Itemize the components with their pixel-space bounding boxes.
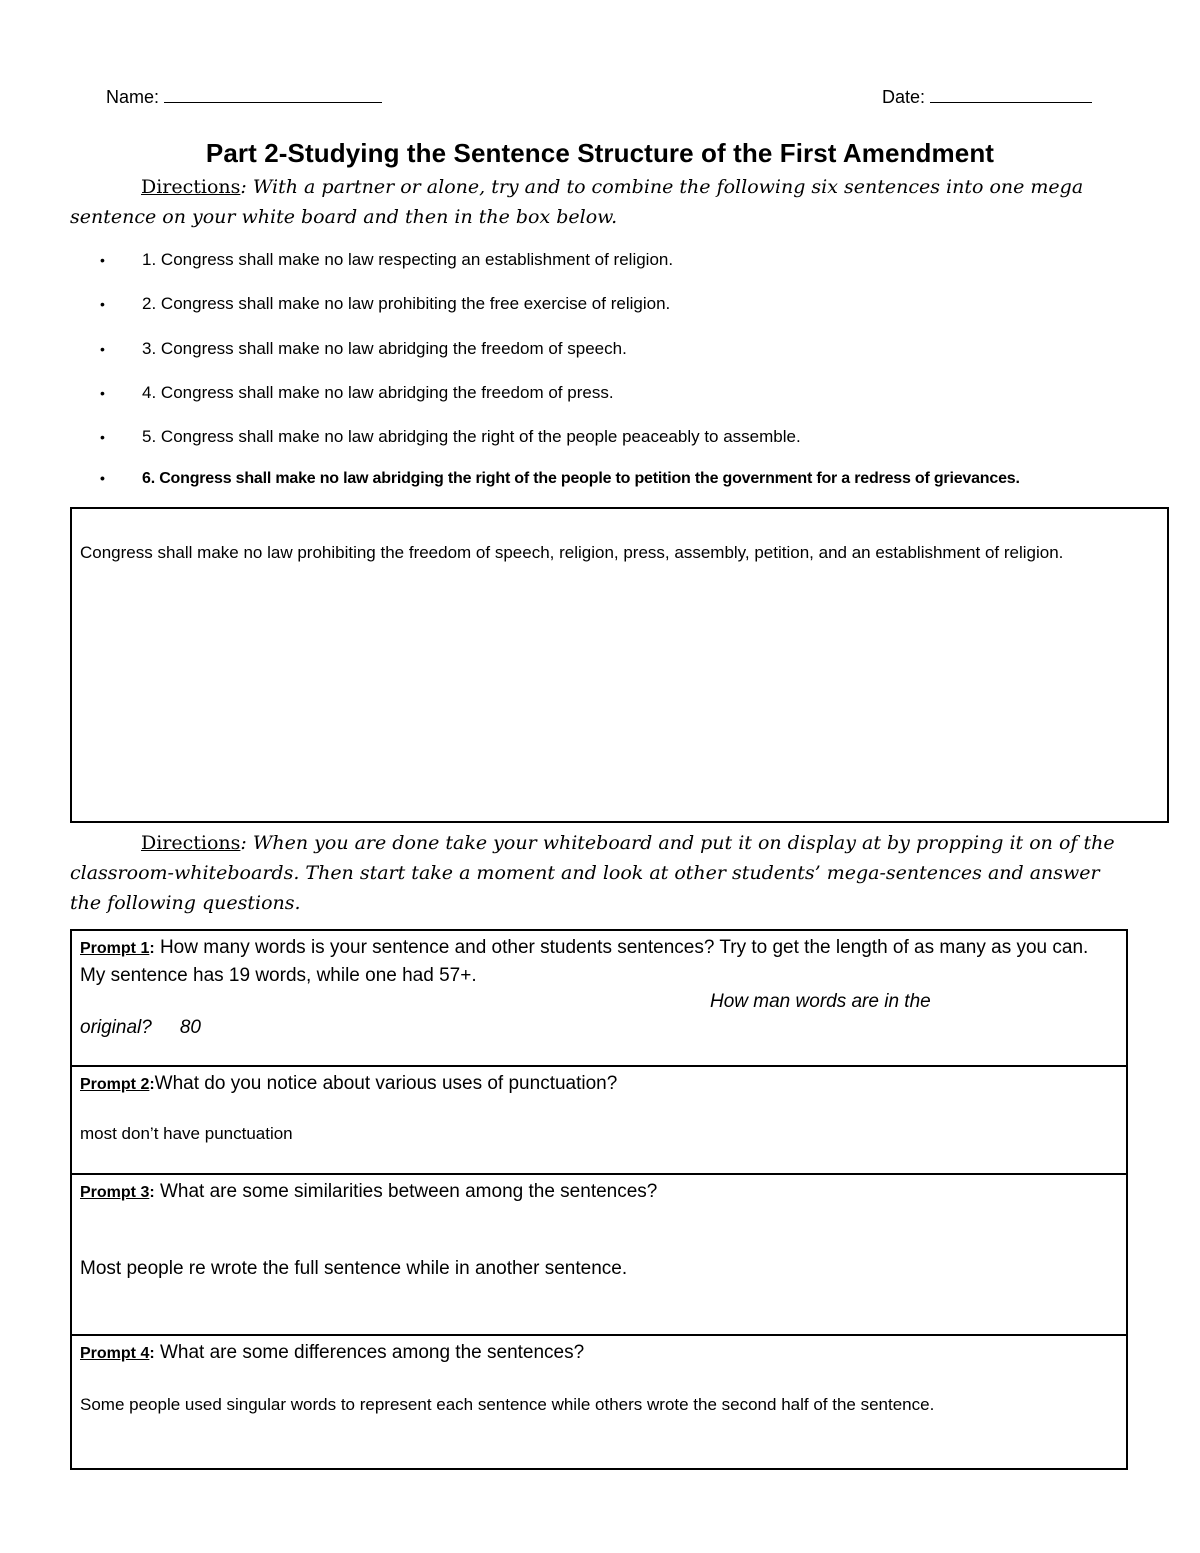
prompt-2-question: What do you notice about various uses of punctuation?	[154, 1073, 618, 1094]
prompt-2-cell[interactable]: Prompt 2:What do you notice about various uses of punctuation? most don’t have punctuation	[72, 1067, 1126, 1175]
page-title: Part 2-Studying the Sentence Structure of the First Amendment	[205, 138, 995, 168]
prompt-1-answer[interactable]: My sentence has 19 words, while one had 57+.	[80, 965, 477, 986]
date-field[interactable]	[882, 86, 1092, 108]
sentence-text: Congress shall make no law abridging the right of the people to petition the government for a redress of grievances.	[159, 470, 1020, 487]
prompt-3-cell[interactable]: Prompt 3: What are some similarities between among the sentences? Most people re wrote the full sentence while in another sentence.	[72, 1175, 1126, 1336]
directions-2-text: : When you are done take your whiteboard and put it on display at by propping it on of the classroom-whiteboards. Then start take a moment and look at other students’ mega-sentences and answer the following questions.	[70, 832, 1115, 914]
sentence-number: 2.	[142, 294, 157, 313]
prompt-table	[70, 929, 1128, 1470]
sentence-number: 3.	[142, 339, 157, 358]
bullet-icon: •	[100, 470, 105, 486]
sentence-number: 5.	[142, 427, 157, 446]
prompt-1-question: How many words is your sentence and other students sentences? Try to get the length of as many as you can.	[154, 937, 1089, 958]
prompt-1-extra-answer[interactable]: 80	[179, 1017, 201, 1038]
sentence-text: Congress shall make no law abridging the right of the people peaceably to assemble.	[160, 427, 801, 446]
name-field[interactable]	[106, 86, 382, 108]
list-item	[100, 294, 670, 314]
sentence-number: 1.	[142, 250, 157, 269]
prompt-2-answer[interactable]: most don’t have punctuation	[80, 1124, 293, 1143]
bullet-icon: •	[100, 252, 105, 268]
mega-sentence-answer[interactable]: Congress shall make no law prohibiting the freedom of speech, religion, press, assembly, petition, and an establishment of religion.	[80, 543, 1064, 562]
bullet-icon: •	[100, 296, 105, 312]
bullet-icon: •	[100, 429, 105, 445]
list-item	[100, 250, 673, 270]
prompt-3-answer[interactable]: Most people re wrote the full sentence while in another sentence.	[80, 1258, 628, 1279]
mega-sentence-box[interactable]	[70, 507, 1169, 823]
sentence-number: 6.	[142, 470, 155, 487]
sentence-text: Congress shall make no law abridging the freedom of press.	[160, 383, 614, 402]
prompt-1-cell[interactable]: Prompt 1: How many words is your sentence and other students sentences? Try to get the length of as many as you can. My sentence has 19 words, while one had 57+. How man words are in the original? 80	[72, 931, 1126, 1067]
bullet-icon: •	[100, 341, 105, 357]
list-item	[100, 470, 1020, 488]
directions-2	[70, 828, 1130, 918]
bullet-icon: •	[100, 385, 105, 401]
sentence-text: Congress shall make no law prohibiting the free exercise of religion.	[160, 294, 671, 313]
prompt-4-question: What are some differences among the sentences?	[154, 1342, 585, 1363]
sentence-text: Congress shall make no law respecting an establishment of religion.	[160, 250, 674, 269]
directions-2-label: Directions	[141, 832, 241, 854]
list-item	[100, 383, 614, 403]
date-blank[interactable]	[930, 86, 1092, 103]
prompt-4-label: Prompt 4	[80, 1345, 150, 1362]
prompt-1-extra-question: How man words are in the	[710, 991, 931, 1012]
prompt-3-label: Prompt 3	[80, 1184, 150, 1201]
sentence-number: 4.	[142, 383, 157, 402]
prompt-4-cell[interactable]: Prompt 4: What are some differences among the sentences? Some people used singular words to represent each sentence while others wrote the second half of the sentence.	[72, 1336, 1126, 1468]
prompt-1-extra-question-2: original?	[80, 1017, 152, 1038]
prompt-3-question: What are some similarities between among the sentences?	[154, 1181, 658, 1202]
list-item	[100, 427, 801, 447]
directions-1-label: Directions	[141, 176, 241, 198]
prompt-1-label: Prompt 1	[80, 940, 150, 957]
prompt-2-label: Prompt 2	[80, 1076, 150, 1093]
directions-1	[70, 172, 1130, 232]
date-label: Date:	[882, 87, 926, 107]
name-blank[interactable]	[164, 86, 382, 103]
sentence-text: Congress shall make no law abridging the freedom of speech.	[160, 339, 627, 358]
list-item	[100, 339, 627, 359]
prompt-4-answer[interactable]: Some people used singular words to represent each sentence while others wrote the second half of the sentence.	[80, 1395, 935, 1414]
name-label: Name:	[106, 87, 160, 107]
directions-1-text: : With a partner or alone, try and to combine the following six sentences into one mega sentence on your white board and then in the box below.	[70, 176, 1084, 228]
